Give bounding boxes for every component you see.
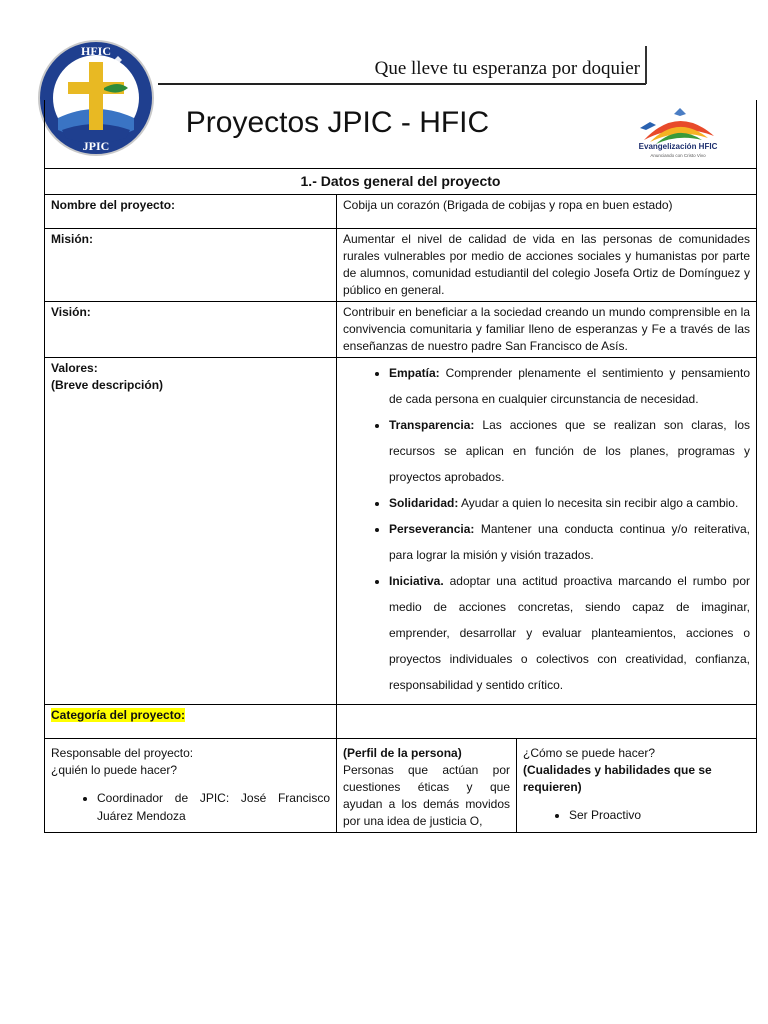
valores-label-cell	[45, 358, 337, 705]
responsable-list	[51, 789, 330, 825]
valor-item: • Solidaridad: Ayudar a quien lo necesita sin recibir algo a cambio.	[389, 490, 750, 516]
perfil-text: Personas que actúan por cuestiones éticas y que ayudan a los demás movidos por una idea de justicia O,	[343, 763, 510, 828]
valor-item: • Empatía: Comprender plenamente el sentimiento y pensamiento de cada persona en cualquier circunstancia de necesidad.	[389, 360, 750, 412]
row-vision	[45, 302, 757, 358]
valores-list	[343, 360, 750, 698]
como-cell	[517, 739, 757, 833]
row-mision	[45, 229, 757, 302]
categoria-label: Categoría del proyecto:	[51, 708, 186, 722]
vision-label: Visión:	[45, 302, 337, 358]
mision-value: Aumentar el nivel de calidad de vida en las personas de comunidades rurales vulnerables por medio de acciones sociales y humanistas por parte de alumnos, comunidad estudiantil del colegio Josefa Ortiz de Domínguez y público en general.	[337, 229, 757, 302]
project-data-table	[44, 168, 757, 833]
svg-text:JPIC: JPIC	[82, 139, 110, 153]
evangelizacion-logo-subtext: Anunciando con Cristo Vivo	[650, 153, 706, 158]
svg-text:HFIC: HFIC	[81, 44, 111, 58]
valores-sublabel: (Breve descripción)	[51, 378, 164, 392]
section-heading-row	[45, 169, 757, 195]
mision-label: Misión:	[45, 229, 337, 302]
nombre-label: Nombre del proyecto:	[45, 195, 337, 229]
como-list	[523, 806, 750, 824]
vision-value: Contribuir en beneficiar a la sociedad creando un mundo comprensible en la convivencia comunitaria y familiar lleno de esperanzas y Fe a través de las enseñanzas de nuestro padre San Francisco de Asís.	[337, 302, 757, 358]
como-sublabel: (Cualidades y habilidades que se requieren)	[523, 763, 712, 794]
row-valores	[45, 358, 757, 705]
evangelizacion-logo-text: Evangelización HFIC	[638, 142, 718, 151]
valor-item: • Transparencia: Las acciones que se realizan son claras, los recursos se aplican en función de los planes, programas y proyectos aprobados.	[389, 412, 750, 490]
valores-label: Valores:	[51, 361, 98, 375]
responsable-question: ¿quién lo puede hacer?	[51, 763, 178, 777]
categoria-value	[337, 705, 757, 739]
responsable-label: Responsable del proyecto:	[51, 746, 194, 760]
row-nombre	[45, 195, 757, 229]
como-item: • Ser Proactivo	[569, 806, 750, 824]
perfil-label: (Perfil de la persona)	[343, 746, 462, 760]
categoria-label-cell	[45, 705, 337, 739]
header-rule	[158, 83, 646, 85]
responsable-person: • Coordinador de JPIC: José Francisco Juárez Mendoza	[97, 789, 330, 825]
section-heading: 1.- Datos general del proyecto	[45, 169, 757, 195]
nombre-value: Cobija un corazón (Brigada de cobijas y ropa en buen estado)	[337, 195, 757, 229]
perfil-cell	[337, 739, 517, 833]
row-responsable	[45, 739, 757, 833]
como-label: ¿Cómo se puede hacer?	[523, 746, 656, 760]
page-title: Proyectos JPIC - HFIC	[185, 106, 490, 139]
row-categoria	[45, 705, 757, 739]
responsable-cell	[45, 739, 337, 833]
valor-item: • Iniciativa. adoptar una actitud proactiva marcando el rumbo por medio de acciones concretas, siendo capaz de imaginar, emprender, desarrollar y evaluar planteamientos, acciones o proyectos individuales o colectivos con creatividad, confianza, responsabilidad y sentido crítico.	[389, 568, 750, 698]
header-divider	[645, 46, 647, 84]
valores-list-cell	[337, 358, 757, 705]
valor-item: • Perseverancia: Mantener una conducta continua y/o reiterativa, para lograr la misión y visión trazados.	[389, 516, 750, 568]
tagline: Que lleve tu esperanza por doquier	[374, 58, 640, 79]
